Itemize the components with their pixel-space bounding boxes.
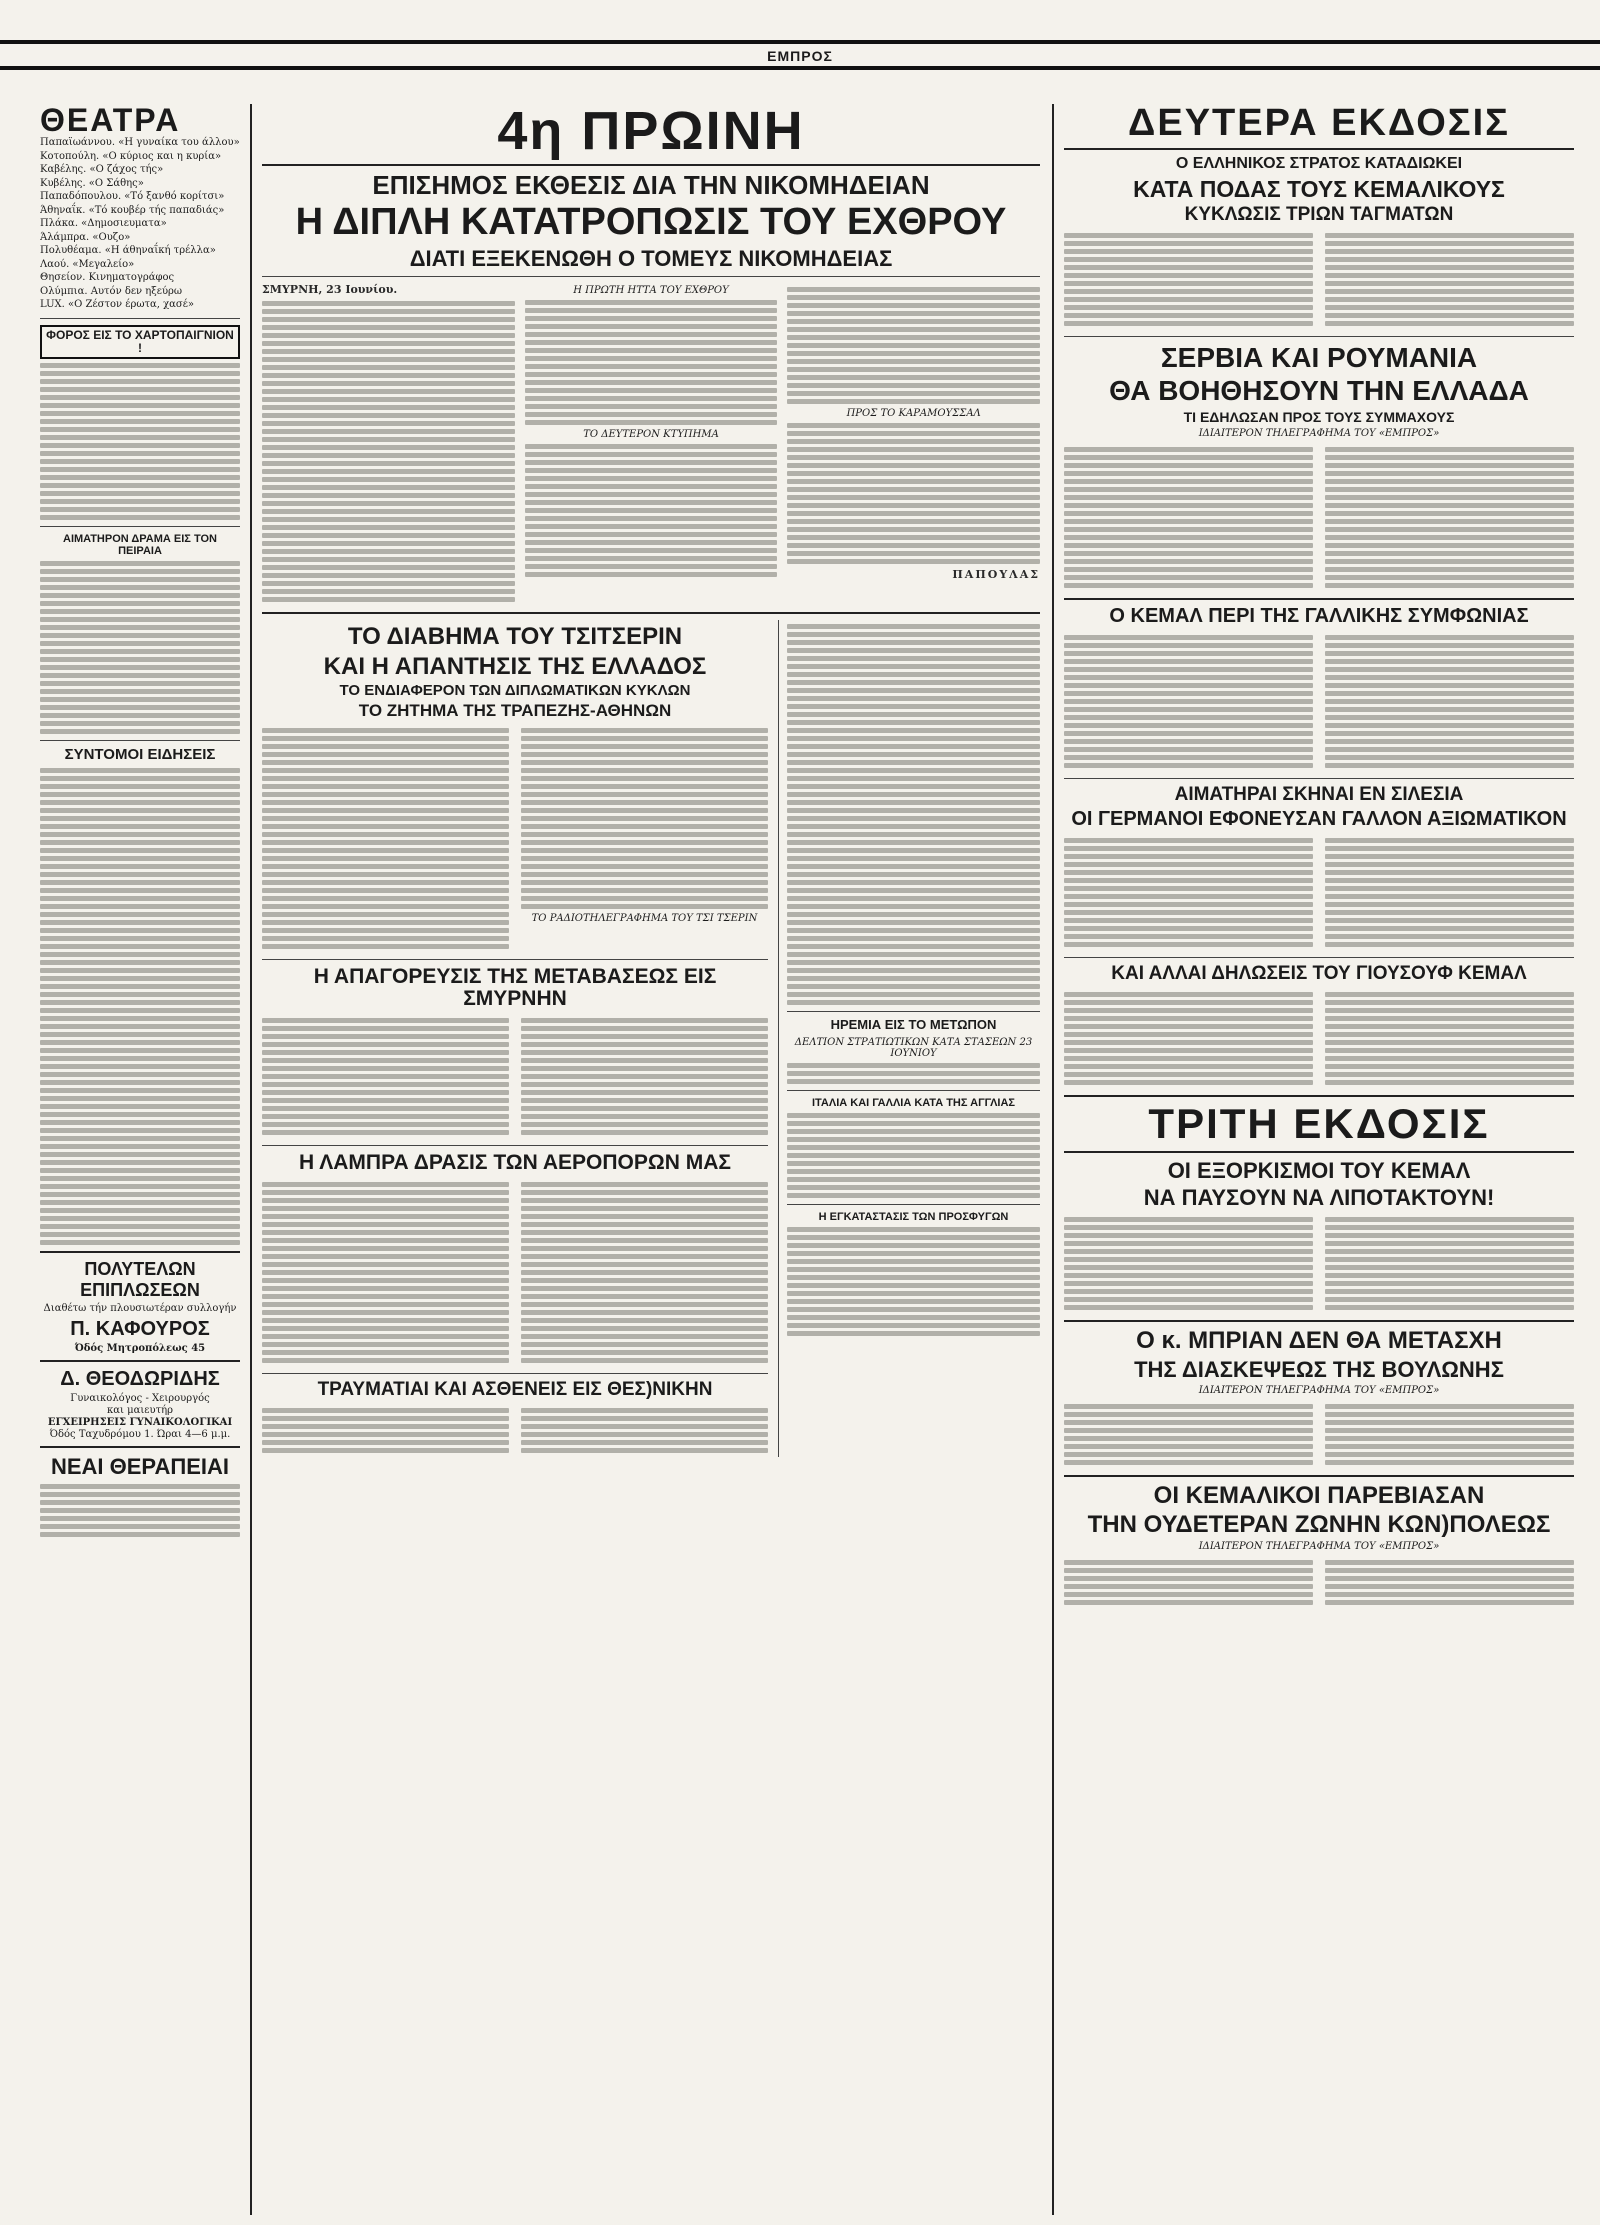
- theatre-row: Ολύμπια. Αυτόν δεν ηξεύρω: [40, 285, 183, 297]
- theatre-row: Καβέλης. «Ο ζάχος τής»: [40, 164, 164, 175]
- theatre-row: Άθηναΐκ. «Τό κουβέρ τής παπαδιάς»: [40, 204, 225, 216]
- kafouros-name: Π. ΚΑΦΟΥΡΟΣ: [70, 1317, 210, 1340]
- briand-head-1: Ο κ. ΜΠΡΙΑΝ ΔΕΝ ΘΑ ΜΕΤΑΣΧΗ: [1136, 1327, 1502, 1355]
- smyrna-ban-heading: Η ΑΠΑΓΟΡΕΥΣΙΣ ΤΗΣ ΜΕΤΑΒΑΣΕΩΣ ΕΙΣ ΣΜΥΡΝΗΝ: [313, 965, 717, 1011]
- official-report-heading: ΕΠΙΣΗΜΟΣ ΕΚΘΕΣΙΣ ΔΙΑ ΤΗΝ ΝΙΚΟΜΗΔΕΙΑΝ: [372, 170, 930, 200]
- article-text: [40, 561, 240, 734]
- signoff: ΠΑΠΟΥΛΑΣ: [952, 568, 1040, 582]
- yussuf-heading: ΚΑΙ ΑΛΛΑΙ ΔΗΛΩΣΕΙΣ ΤΟΥ ΓΙΟΥΣΟΥΦ ΚΕΜΑΛ: [1111, 963, 1527, 985]
- masthead-name: ΕΜΠΡΟΣ: [767, 48, 833, 64]
- wounded-heading: ΤΡΑΥΜΑΤΙΑΙ ΚΑΙ ΑΣΘΕΝΕΙΣ ΕΙΣ ΘΕΣ)ΝΙΚΗΝ: [317, 1379, 713, 1401]
- third-edition-banner: ΤΡΙΤΗ ΕΚΔΟΣΙΣ: [1148, 1100, 1490, 1148]
- kafouros-address: Όδός Μητροπόλεως 45: [74, 1342, 206, 1354]
- center-column: [262, 104, 1040, 2215]
- chicherin-head-4: ΤΟ ΖΗΤΗΜΑ ΤΗΣ ΤΡΑΠΕΖΗΣ-ΑΘΗΝΩΝ: [358, 701, 672, 721]
- exorcisms-heading: ΟΙ ΕΞΟΡΚΙΣΜΟΙ ΤΟΥ ΚΕΜΑΛ: [1167, 1158, 1471, 1184]
- refugees-heading: Η ΕΓΚΑΤΑΣΤΑΣΙΣ ΤΩΝ ΠΡΟΣΦΥΓΩΝ: [818, 1210, 1009, 1223]
- doctor-title: Γυναικολόγος - Χειρουργός: [70, 1392, 210, 1404]
- edition-banner: 4η ΠΡΩΙΝΗ: [497, 104, 805, 161]
- pursuit-head-2: ΚΑΤΑ ΠΟΔΑΣ ΤΟΥΣ ΚΕΜΑΛΙΚΟΥΣ: [1133, 175, 1505, 202]
- serbia-head-1: ΣΕΡΒΙΑ ΚΑΙ ΡΟΥΜΑΝΙΑ: [1160, 341, 1478, 373]
- zone-head-1: ΟΙ ΚΕΜΑΛΙΚΟΙ ΠΑΡΕΒΙΑΣΑΝ: [1153, 1481, 1485, 1509]
- left-column: [40, 104, 240, 2215]
- insurance-ad-title: ΠΟΛΥΤΕΛΩΝ ΕΠΙΠΛΩΣΕΩΝ: [80, 1258, 200, 1300]
- theatre-row: Πλάκα. «Δημοσιευματα»: [40, 218, 167, 229]
- article-text: [40, 768, 240, 1245]
- article-text: [40, 363, 240, 520]
- theatre-row: Θησείον. Κινηματογράφος: [40, 272, 175, 283]
- chicherin-head-1: ΤΟ ΔΙΑΒΗΜΑ ΤΟΥ ΤΣΙΤΣΕΡΙΝ: [347, 623, 683, 651]
- special-telegram-2: ΙΔΙΑΙΤΕΡΟΝ ΤΗΛΕΓΡΑΦΗΜΑ ΤΟΥ «ΕΜΠΡΟΣ»: [1198, 1384, 1440, 1396]
- theatre-row: Κυβέλης. «Ο Σάθης»: [40, 177, 144, 189]
- pursuit-head-1: Ο ΕΛΛΗΝΙΚΟΣ ΣΤΡΑΤΟΣ ΚΑΤΑΔΙΩΚΕΙ: [1175, 155, 1463, 172]
- masthead-rule-top: [0, 40, 1600, 44]
- main-article: [262, 283, 1040, 606]
- pursuit-head-3: ΚΥΚΛΩΣΙΣ ΤΡΙΩΝ ΤΑΓΜΑΤΩΝ: [1184, 203, 1454, 225]
- silesia-head-2: ΟΙ ΓΕΡΜΑΝΟΙ ΕΦΟΝΕΥΣΑΝ ΓΑΛΛΟΝ ΑΞΙΩΜΑΤΙΚΟΝ: [1071, 808, 1567, 831]
- first-defeat-subhead: Η ΠΡΩΤΗ ΗΤΤΑ ΤΟΥ ΕΧΘΡΟΥ: [573, 285, 729, 297]
- theatre-row: Λαού. «Μεγαλείο»: [40, 258, 135, 270]
- radio-subhead: ΤΟ ΡΑΔΙΟΤΗΛΕΓΡΑΦΗΜΑ ΤΟΥ ΤΣΙ ΤΣΕΡΙΝ: [531, 913, 758, 925]
- doctor-name: Δ. ΘΕΟΔΩΡΙΔΗΣ: [60, 1367, 220, 1390]
- doctor-address: Όδός Ταχυδρόμου 1. Ώραι 4—6 μ.μ.: [49, 1428, 231, 1440]
- theatre-row: Κοτοπούλη. «Ο κύριος και η κυρία»: [40, 150, 222, 162]
- right-column: [1064, 104, 1574, 2215]
- kemal-france-heading: Ο ΚΕΜΑΛ ΠΕΡΙ ΤΗΣ ΓΑΛΛΙΚΗΣ ΣΥΜΦΩΝΙΑΣ: [1109, 605, 1529, 628]
- ad-text: [40, 1484, 240, 1537]
- theatre-list: [40, 136, 240, 312]
- theatre-heading: ΘΕΑΤΡΑ: [40, 104, 181, 138]
- insurance-ad-sub: Διαθέτω τήν πλουσιωτέραν συλλογήν: [43, 1302, 237, 1314]
- doctor-title-2: και μαιευτήρ: [107, 1404, 173, 1416]
- special-telegram: ΙΔΙΑΙΤΕΡΟΝ ΤΗΛΕΓΡΑΦΗΜΑ ΤΟΥ «ΕΜΠΡΟΣ»: [1198, 428, 1440, 440]
- dateline: ΣΜΥΡΝΗ, 23 Ιουνίου.: [262, 283, 398, 297]
- chicherin-head-3: ΤΟ ΕΝΔΙΑΦΕΡΟΝ ΤΩΝ ΔΙΠΛΩΜΑΤΙΚΩΝ ΚΥΚΛΩΝ: [339, 681, 691, 699]
- lower-center: [262, 620, 1040, 1457]
- special-telegram-3: ΙΔΙΑΙΤΕΡΟΝ ΤΗΛΕΓΡΑΦΗΜΑ ΤΟΥ «ΕΜΠΡΟΣ»: [1198, 1541, 1440, 1553]
- briand-head-2: ΤΗΣ ΔΙΑΣΚΕΨΕΩΣ ΤΗΣ ΒΟΥΛΩΝΗΣ: [1134, 1356, 1504, 1382]
- theatre-row: Άλάμπρα. «Ουζο»: [40, 231, 131, 243]
- column-rule: [1052, 104, 1054, 2215]
- theatre-row: Παπαδόπουλου. «Τό ξανθό κορίτσι»: [40, 191, 225, 202]
- column-rule: [250, 104, 252, 2215]
- therapies-ad-title: ΝΕΑΙ ΘΕΡΑΠΕΙΑΙ: [50, 1453, 230, 1479]
- chicherin-head-2: ΚΑΙ Η ΑΠΑΝΤΗΣΙΣ ΤΗΣ ΕΛΛΑΔΟΣ: [323, 652, 707, 680]
- cards-tax-heading: ΦΟΡΟΣ ΕΙΣ ΤΟ ΧΑΡΤΟΠΑΙΓΝΙΟΝ !: [40, 325, 240, 359]
- aviators-heading: Η ΛΑΜΠΡΑ ΔΡΑΣΙΣ ΤΩΝ ΑΕΡΟΠΟΡΩΝ ΜΑΣ: [299, 1151, 731, 1175]
- doctor-speciality: ΕΓΧΕΙΡΗΣΕΙΣ ΓΥΝΑΙΚΟΛΟΓΙΚΑΙ: [47, 1416, 233, 1428]
- serbia-head-2: ΘΑ ΒΟΗΘΗΣΟΥΝ ΤΗΝ ΕΛΛΑΔΑ: [1109, 375, 1529, 407]
- second-blow-subhead: ΤΟ ΔΕΥΤΕΡΟΝ ΚΤΥΠΗΜΑ: [583, 429, 719, 441]
- masthead-rule-bottom: [0, 66, 1600, 70]
- theatre-row: LUX. «Ο Ζέστον έρωτα, χασέ»: [40, 299, 195, 310]
- theatre-row: Πολυθέαμα. «Η άθηναΐκή τρέλλα»: [40, 245, 216, 256]
- piraeus-heading: ΑΙΜΑΤΗΡΟΝ ΔΡΑΜΑ ΕΙΣ ΤΟΝ ΠΕΙΡΑΙΑ: [63, 532, 217, 557]
- main-subheadline: ΔΙΑΤΙ ΕΞΕΚΕΝΩΘΗ Ο ΤΟΜΕΥΣ ΝΙΚΟΜΗΔΕΙΑΣ: [409, 246, 893, 272]
- front-calm-heading: ΗΡΕΜΙΑ ΕΙΣ ΤΟ ΜΕΤΩΠΟΝ: [830, 1017, 997, 1033]
- silesia-head-1: ΑΙΜΑΤΗΡΑΙ ΣΚΗΝΑΙ ΕΝ ΣΙΛΕΣΙΑ: [1174, 784, 1464, 806]
- bulletin-subhead: ΔΕΛΤΙΟΝ ΣΤΡΑΤΙΩΤΙΚΩΝ ΚΑΤΑ ΣΤΑΣΕΩΝ 23 ΙΟΥΝΙΟΥ: [794, 1036, 1033, 1059]
- main-headline: Η ΔΙΠΛΗ ΚΑΤΑΤΡΟΠΩΣΙΣ ΤΟΥ ΕΧΘΡΟΥ: [295, 201, 1007, 244]
- zone-head-2: ΤΗΝ ΟΥΔΕΤΕΡΑΝ ΖΩΝΗΝ ΚΩΝ)ΠΟΛΕΩΣ: [1087, 1510, 1551, 1538]
- theatre-row: Παπαϊωάννου. «Η γυναίκα του άλλου»: [40, 137, 240, 148]
- karamursel-subhead: ΠΡΟΣ ΤΟ ΚΑΡΑΜΟΥΣΣΑΛ: [846, 408, 981, 420]
- second-edition-banner: ΔΕΥΤΕΡΑ ΕΚΔΟΣΙΣ: [1128, 104, 1510, 144]
- italy-heading: ΙΤΑΛΙΑ ΚΑΙ ΓΑΛΛΙΑ ΚΑΤΑ ΤΗΣ ΑΓΓΛΙΑΣ: [811, 1096, 1016, 1109]
- deserters-heading: ΝΑ ΠΑΥΣΟΥΝ ΝΑ ΛΙΠΟΤΑΚΤΟΥΝ!: [1143, 1185, 1495, 1211]
- short-news-heading: ΣΥΝΤΟΜΟΙ ΕΙΔΗΣΕΙΣ: [64, 746, 216, 764]
- serbia-head-3: ΤΙ ΕΔΗΛΩΣΑΝ ΠΡΟΣ ΤΟΥΣ ΣΥΜΜΑΧΟΥΣ: [1183, 408, 1455, 425]
